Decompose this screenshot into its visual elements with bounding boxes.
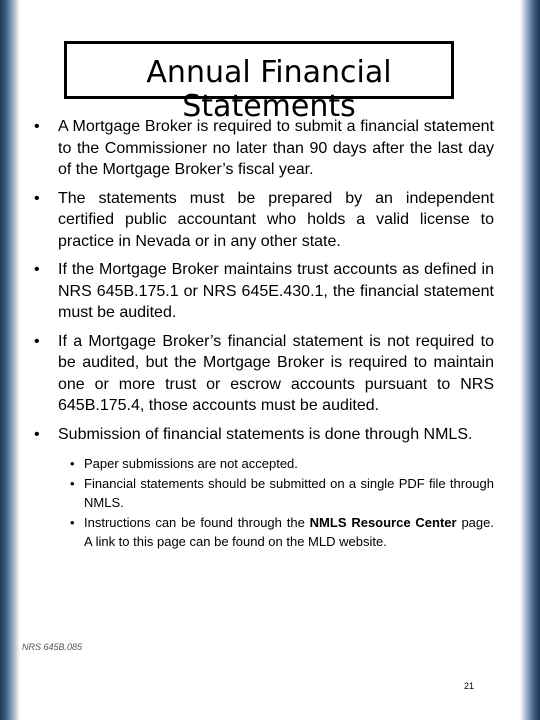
sub-bullet-item: • Paper submissions are not accepted.: [58, 454, 494, 474]
sub-bullet-item: • Financial statements should be submitted on a single PDF file through NMLS.: [58, 474, 494, 513]
bullet-item: • If a Mortgage Broker’s financial statement is not required to be audited, but the Mortgage Broker is required to maintain one or more trust or escrow accounts pursuant to NRS 645B.175.4, those accounts must be audited.: [34, 331, 494, 417]
resource-center-link-text: NMLS Resource Center: [309, 514, 457, 530]
sub-bullet-text: page. A link to this page can be found on the MLD website.: [84, 514, 494, 549]
bullet-item: • If the Mortgage Broker maintains trust accounts as defined in NRS 645B.175.1 or NRS 645E.430.1, the financial statement must be audited.: [34, 259, 494, 324]
bullet-list: [34, 116, 494, 559]
bullet-item: • The statements must be prepared by an independent certified public accountant who holds a valid license to practice in Nevada or in any other state.: [34, 188, 494, 253]
sub-bullet-list: [58, 454, 494, 552]
slide-title: Annual Financial Statements: [146, 55, 392, 124]
bullet-text: Submission of financial statements is done through NMLS.: [58, 425, 473, 443]
bullet-item: • A Mortgage Broker is required to submit a financial statement to the Commissioner no later than 90 days after the last day of the Mortgage Broker’s fiscal year.: [34, 116, 494, 181]
sub-bullet-item: [58, 513, 494, 552]
footnote-reference: NRS 645B.085: [22, 642, 83, 652]
sub-bullet-text: Instructions can be found through the: [84, 514, 310, 530]
bullet-item-with-subs: [34, 424, 494, 552]
page-number: 21: [464, 681, 475, 691]
